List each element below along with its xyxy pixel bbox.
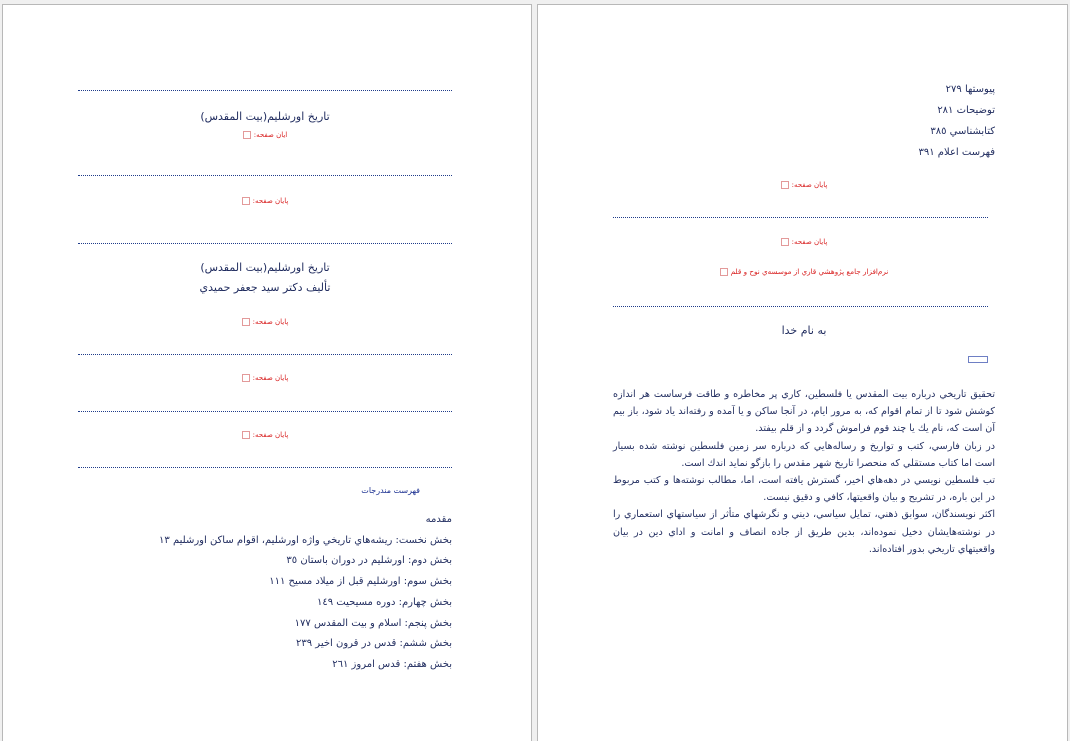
page-separator (78, 175, 452, 176)
toc-item[interactable]: كتابشناسي ٣٨٥ (930, 126, 995, 137)
page-separator (78, 411, 452, 412)
page-end-label: پايان صفحه: (252, 318, 289, 326)
page-end-marker (78, 373, 452, 383)
page-separator (613, 217, 988, 218)
page-separator (78, 354, 452, 355)
page-end-label: پايان صفحه: (252, 431, 289, 439)
page-number-box (242, 318, 250, 326)
page-end-label: پايان صفحه: (791, 181, 828, 189)
page-number-box (243, 131, 251, 139)
ornament-icon (968, 356, 988, 363)
paragraph: تب فلسطين نويسي در دهه‌هاي اخير، گسترش يافته است، اما، مطالب نوشته‌ها و كتب مربوط در اين باره، در تشريح و بيان واقعيتها، كافي و دقيق نيست. (613, 475, 995, 504)
toc-item[interactable]: فهرست اعلام ٣٩١ (918, 147, 995, 158)
software-note (613, 267, 995, 276)
toc-item[interactable]: توضيحات ٢٨١ (937, 105, 995, 116)
book-title: تاريخ اورشليم(بيت المقدس) (200, 110, 330, 123)
page-separator (78, 243, 452, 244)
toc-item[interactable]: بخش چهارم: دوره مسيحيت ١٤٩ (317, 596, 452, 608)
page-separator (78, 90, 452, 91)
paragraph: تحقيق تاريخي درباره بيت المقدس يا فلسطين، كاري پر مخاطره و طاقت فرساست هر اندازه كوشش شود تا از تمام اقوام كه، به مرور ايام، در آنجا ساكن و يا آمده و رفته‌اند ياد شود، باز بيم آن است كه، نام يك يا چند قوم فراموش گردد و از قلم بيفتد. (613, 389, 995, 435)
page-end-label: پايان صفحه: (252, 374, 289, 382)
page-end-marker (78, 317, 452, 327)
page-end-marker (78, 430, 452, 440)
page-end-marker (613, 180, 995, 190)
intro-text (613, 386, 995, 558)
page-number-box (781, 238, 789, 246)
page-end-label: پايان صفحه: (791, 238, 828, 246)
page-end-label: ايان صفحه: (253, 131, 288, 139)
page-number-box (242, 431, 250, 439)
page-separator (78, 467, 452, 468)
paragraph: در زبان فارسي، كتب و تواريخ و رساله‌هايي كه درباره سر زمين فلسطين نوشته شده بسيار است اما كتاب مستقلي كه منحصرا تاريخ شهر مقدس را بازگو نمايد اندك است. (613, 440, 995, 469)
author-line: تأليف دكتر سيد جعفر حميدي (199, 281, 331, 294)
page-separator (613, 306, 988, 307)
toc-item[interactable]: بخش دوم: اورشليم در دوران باستان ٣٥ (286, 555, 452, 567)
toc-item[interactable]: بخش هفتم: قدس امروز ٢٦١ (332, 658, 452, 670)
toc-item[interactable]: بخش نخست: ريشه‌هاي تاريخي واژه اورشليم، اقوام ساكن اورشليم ١٣ (159, 534, 452, 546)
page-end-marker (613, 237, 995, 247)
toc-list (78, 510, 452, 676)
page-number-box (781, 181, 789, 189)
page-end-marker (78, 130, 452, 140)
toc-item[interactable]: بخش پنجم: اسلام و بيت المقدس ١٧٧ (294, 617, 452, 629)
right-page (537, 4, 1068, 741)
left-page (2, 4, 532, 741)
book-title: تاريخ اورشليم(بيت المقدس) (200, 261, 330, 274)
page-number-box (242, 197, 250, 205)
toc-continued (613, 79, 995, 163)
toc-heading: فهرست مندرجات (361, 486, 420, 495)
note-box (720, 268, 728, 276)
page-number-box (242, 374, 250, 382)
toc-item[interactable]: مقدمه (425, 514, 452, 525)
toc-item[interactable]: بخش ششم: قدس در قرون اخير ٢٣٩ (296, 638, 452, 650)
page-end-label: پايان صفحه: (252, 197, 289, 205)
software-note-text: نرم‌افزار جامع پژوهشي قاري از موسسه‌ي نوح و قلم (730, 267, 889, 276)
page-end-marker (78, 196, 452, 206)
toc-item[interactable]: پيوستها ٢٧٩ (945, 84, 995, 95)
toc-item[interactable]: بخش سوم: اورشليم قبل از ميلاد مسيح ١١١ (269, 576, 452, 588)
paragraph: اكثر نويسندگان، سوابق ذهني، تمايل سياسي، ديني و نگرشهاي متأثر از سياستهاي استعماري را در نوشته‌هايشان دخيل نموده‌اند، بدين طريق از جاده انصاف و امانت و اداي دين در بيان واقعيتهاي تاريخي بدور افتاده‌اند. (613, 509, 995, 555)
bismillah: به نام خدا (781, 324, 827, 337)
